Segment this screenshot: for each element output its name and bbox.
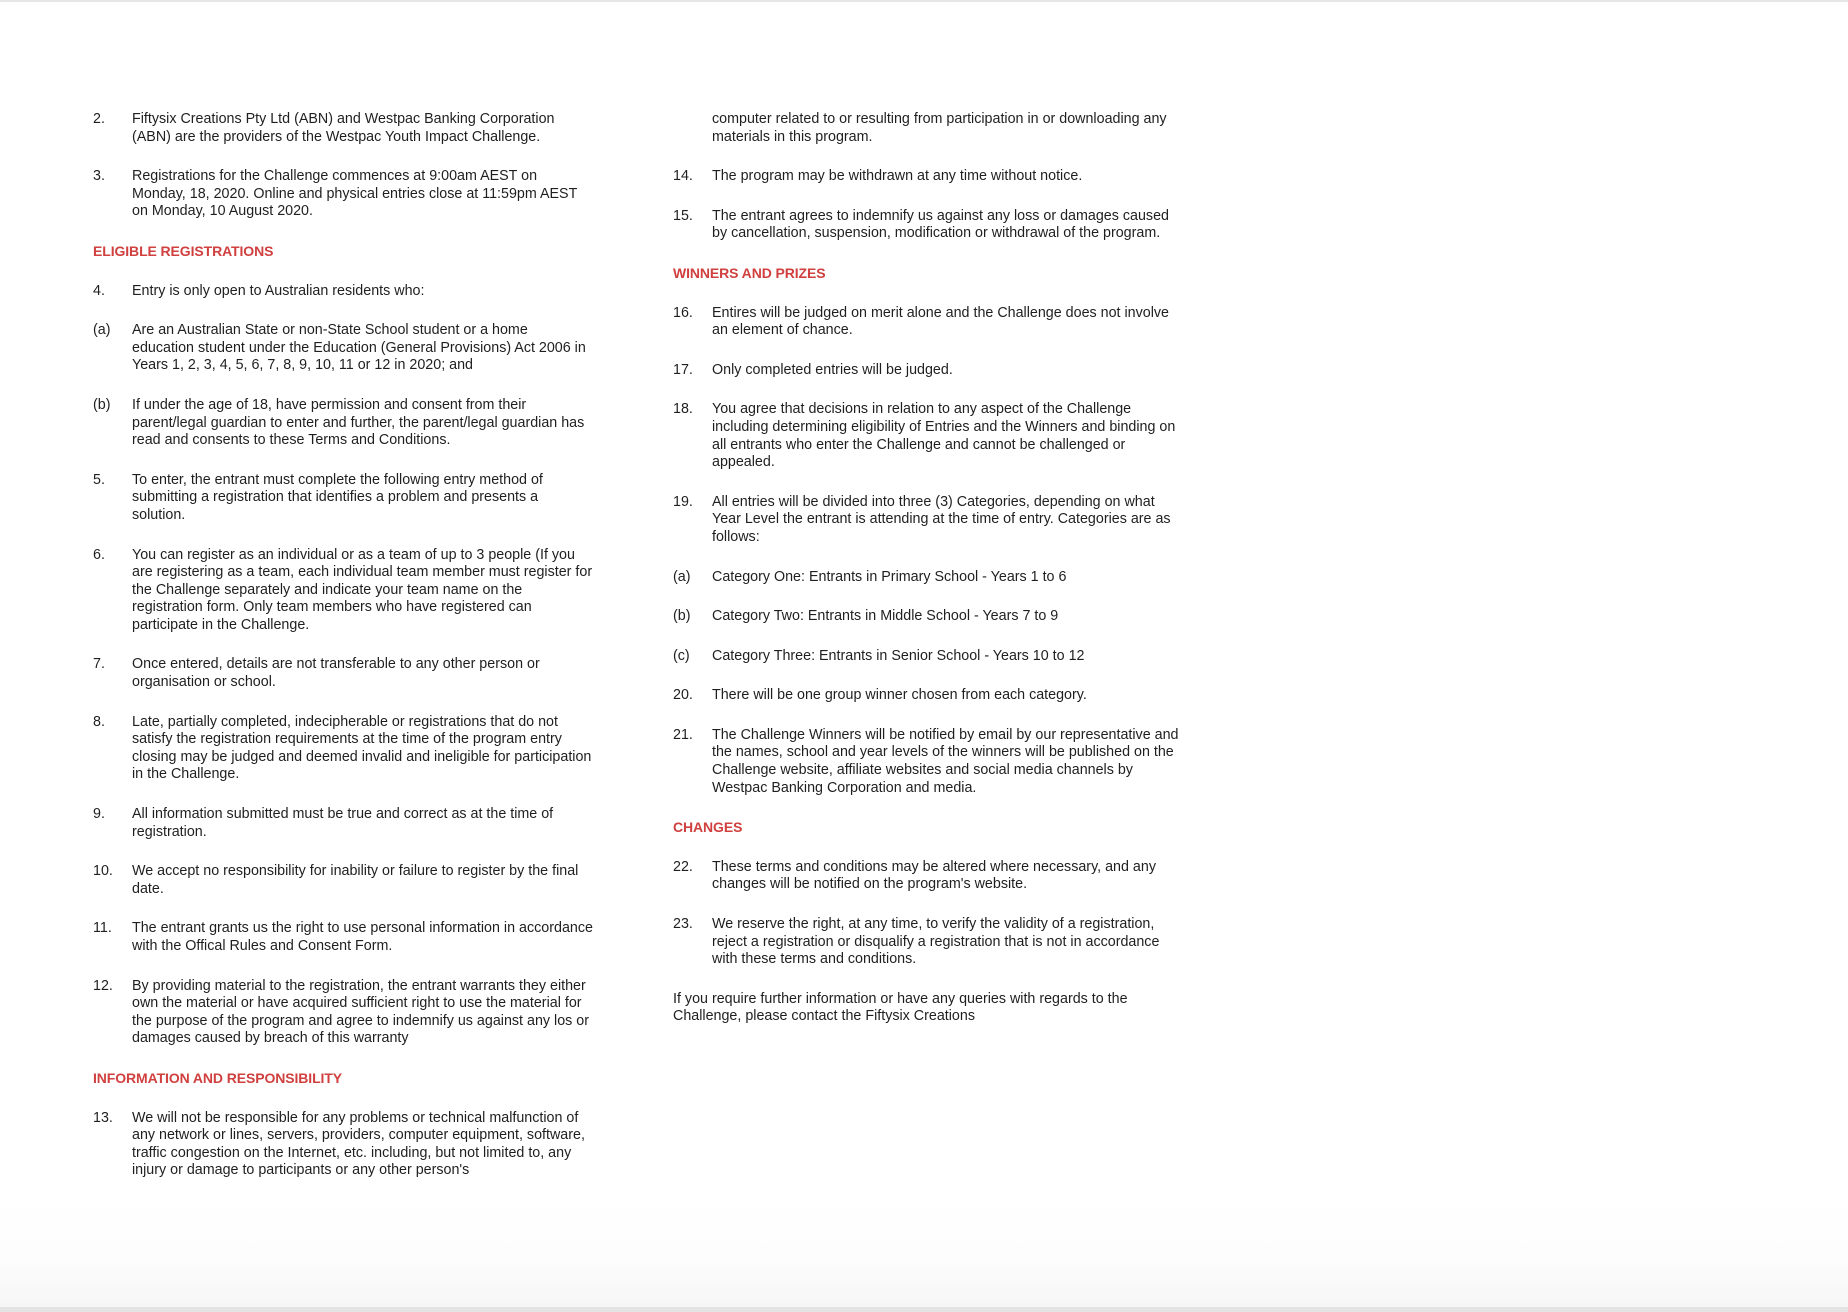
clause-21 bbox=[673, 727, 1183, 797]
clause-number: (b) bbox=[673, 608, 691, 625]
clause-text: These terms and conditions may be altered where necessary, and any changes will be notified on the program's website. bbox=[712, 858, 1156, 893]
clause-18 bbox=[673, 401, 1183, 471]
clause-6 bbox=[93, 547, 593, 635]
clause-19c bbox=[673, 648, 1183, 666]
clause-10 bbox=[93, 863, 593, 898]
clause-5 bbox=[93, 472, 593, 525]
clause-number: (a) bbox=[93, 322, 111, 339]
clause-19a bbox=[673, 569, 1183, 587]
clause-11 bbox=[93, 920, 593, 955]
clause-14 bbox=[673, 168, 1183, 186]
page-bottom-fade bbox=[0, 1200, 1848, 1308]
clause-number: 4. bbox=[93, 282, 105, 299]
clause-number: 2. bbox=[93, 111, 105, 127]
clause-number: 19. bbox=[673, 493, 693, 510]
clause-text: computer related to or resulting from participation in or downloading any materials in this program. bbox=[712, 111, 1167, 145]
clause-text: Category Two: Entrants in Middle School - Years 7 to 9 bbox=[712, 608, 1059, 625]
clause-text: The program may be withdrawn at any time without notice. bbox=[712, 168, 1083, 185]
clause-19 bbox=[673, 494, 1183, 547]
clause-22 bbox=[673, 859, 1183, 894]
clause-4b bbox=[93, 397, 593, 450]
clause-number: (c) bbox=[673, 647, 690, 664]
clause-12 bbox=[93, 978, 593, 1048]
clause-text: Registrations for the Challenge commences at 9:00am AEST on Monday, 18, 2020. Online and physical entries close at 11:59pm AEST on Monday, 10 August 2020. bbox=[132, 168, 578, 220]
clause-text: There will be one group winner chosen from each category. bbox=[712, 687, 1087, 704]
clause-number: 11. bbox=[93, 920, 112, 937]
clause-20 bbox=[673, 687, 1183, 705]
clause-text: Entry is only open to Australian residents who: bbox=[132, 282, 425, 299]
clause-17 bbox=[673, 362, 1183, 380]
clause-number: 15. bbox=[673, 207, 693, 224]
clause-15 bbox=[673, 208, 1183, 243]
clause-13 bbox=[93, 1110, 593, 1180]
clause-number: 17. bbox=[673, 361, 693, 378]
section-heading-information-responsibility: INFORMATION AND RESPONSIBILITY bbox=[93, 1069, 343, 1086]
clause-text: You agree that decisions in relation to any aspect of the Challenge including determining eligibility of Entries and the Winners and binding on all entrants who enter the Challenge and cannot be challenged or appealed. bbox=[712, 401, 1176, 471]
clause-number: 5. bbox=[93, 471, 105, 488]
clause-text: We reserve the right, at any time, to verify the validity of a registration, reject a registration or disqualify a registration that is not in accordance with these terms and conditions. bbox=[712, 916, 1160, 968]
clause-16 bbox=[673, 305, 1183, 340]
page-bottom-border bbox=[0, 1307, 1848, 1312]
right-column bbox=[673, 111, 1183, 1026]
clause-text: Late, partially completed, indecipherable or registrations that do not satisfy the registration requirements at the time of the program entry closing may be judged and deemed invalid and ineligible for participation in the Challenge. bbox=[132, 713, 592, 783]
clause-number: 9. bbox=[93, 806, 105, 823]
clause-text: Are an Australian State or non-State School student or a home education student under the Education (General Provisions) Act 2006 in Years 1, 2, 3, 4, 5, 6, 7, 8, 9, 10, 11 or 12 in 2020; and bbox=[132, 322, 586, 374]
page-top-border bbox=[0, 0, 1848, 2]
clause-number: 12. bbox=[93, 977, 113, 994]
clause-number: 22. bbox=[673, 858, 693, 875]
clause-text: The entrant agrees to indemnify us against any loss or damages caused by cancellation, suspension, modification or withdrawal of the program. bbox=[712, 207, 1169, 242]
clause-4a bbox=[93, 322, 593, 375]
clause-number: (a) bbox=[673, 568, 691, 585]
contact-paragraph: If you require further information or have any queries with regards to the Challenge, please contact the Fiftysix Creations bbox=[673, 990, 1128, 1025]
clause-text: Once entered, details are not transferable to any other person or organisation or school. bbox=[132, 656, 540, 691]
clause-text: To enter, the entrant must complete the following entry method of submitting a registration that identifies a problem and presents a solution. bbox=[132, 471, 543, 523]
section-heading-changes: CHANGES bbox=[673, 819, 743, 836]
clause-2 bbox=[93, 111, 593, 146]
clause-text: Fiftysix Creations Pty Ltd (ABN) and Westpac Banking Corporation (ABN) are the providers of the Westpac Youth Impact Challenge. bbox=[132, 111, 555, 145]
clause-3 bbox=[93, 168, 593, 221]
clause-7 bbox=[93, 656, 593, 691]
clause-text: The entrant grants us the right to use personal information in accordance with the Offical Rules and Consent Form. bbox=[132, 920, 593, 954]
clause-text: Only completed entries will be judged. bbox=[712, 361, 953, 378]
section-heading-winners-prizes: WINNERS AND PRIZES bbox=[673, 264, 826, 281]
left-column bbox=[93, 111, 593, 1202]
clause-text: All information submitted must be true and correct as at the time of registration. bbox=[132, 806, 554, 840]
clause-number: 18. bbox=[673, 401, 693, 418]
clause-13-continued bbox=[673, 111, 1183, 146]
clause-text: The Challenge Winners will be notified by email by our representative and the names, school and year levels of the winners will be published on the Challenge website, affiliate websites and social media channels by Westpac Banking Corporation and media. bbox=[712, 726, 1179, 796]
clause-8 bbox=[93, 714, 593, 784]
clause-text: Entires will be judged on merit alone and the Challenge does not involve an element of chance. bbox=[712, 304, 1169, 339]
section-heading-eligible-registrations: ELIGIBLE REGISTRATIONS bbox=[93, 242, 274, 259]
clause-19b bbox=[673, 608, 1183, 626]
clause-9 bbox=[93, 806, 593, 841]
clause-23 bbox=[673, 916, 1183, 969]
clause-number: 10. bbox=[93, 863, 113, 880]
clause-text: If under the age of 18, have permission and consent from their parent/legal guardian to enter and further, the parent/legal guardian has read and consents to these Terms and Conditions. bbox=[132, 396, 585, 449]
clause-text: We accept no responsibility for inability or failure to register by the final date. bbox=[132, 863, 579, 897]
clause-text: Category One: Entrants in Primary School - Years 1 to 6 bbox=[712, 568, 1067, 585]
clause-text: You can register as an individual or as a team of up to 3 people (If you are registering as a team, each individual team member must register for the Challenge separately and indicate your team name on the registration form. Only team members who have registered can participate in the Challenge. bbox=[132, 546, 593, 633]
clause-text: Category Three: Entrants in Senior School - Years 10 to 12 bbox=[712, 647, 1085, 664]
clause-number: 14. bbox=[673, 168, 693, 185]
clause-number: 20. bbox=[673, 687, 693, 704]
clause-number: 21. bbox=[673, 726, 693, 743]
clause-number: 23. bbox=[673, 916, 693, 933]
clause-4 bbox=[93, 283, 593, 301]
clause-number: 8. bbox=[93, 713, 105, 730]
clause-number: 3. bbox=[93, 168, 105, 185]
clause-text: We will not be responsible for any problems or technical malfunction of any network or lines, servers, providers, computer equipment, software, traffic congestion on the Internet, etc. including, but not limited to, any injury or damage to participants or any other person's bbox=[132, 1109, 585, 1179]
clause-text: By providing material to the registration, the entrant warrants they either own the material or have acquired sufficient right to use the material for the purpose of the program and agree to indemnify us against any los or damages caused by breach of this warranty bbox=[132, 977, 589, 1047]
clause-number: 6. bbox=[93, 546, 105, 563]
clause-number: (b) bbox=[93, 396, 111, 413]
clause-number: 13. bbox=[93, 1109, 113, 1126]
clause-number: 16. bbox=[673, 304, 693, 321]
clause-text: All entries will be divided into three (3) Categories, depending on what Year Level the entrant is attending at the time of entry. Categories are as follows: bbox=[712, 493, 1171, 545]
clause-number: 7. bbox=[93, 656, 105, 673]
